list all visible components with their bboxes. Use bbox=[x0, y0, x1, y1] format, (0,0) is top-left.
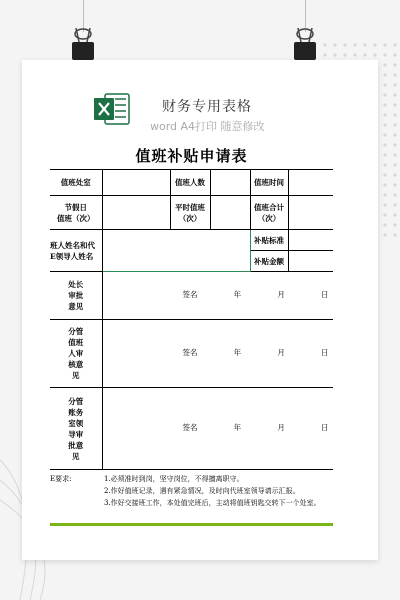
requirements-list bbox=[104, 473, 333, 509]
value-duty-count[interactable] bbox=[210, 170, 250, 196]
list-item: 2.作好值班记录，遇有紧急情况，及时向代班室领导请示汇报。 bbox=[104, 487, 300, 495]
value-duty-office[interactable] bbox=[102, 170, 170, 196]
value-duty-time[interactable] bbox=[288, 170, 333, 196]
binder-clip-icon bbox=[292, 28, 318, 62]
label-subsidy-standard: 补贴标准 bbox=[250, 230, 288, 251]
value-subsidy-standard[interactable] bbox=[288, 230, 333, 251]
label-regular-duty: 平时值班 （次） bbox=[170, 196, 210, 230]
excel-icon bbox=[93, 90, 131, 128]
label-duty-count: 值班人数 bbox=[170, 170, 210, 196]
label-subsidy-amount: 补贴金额 bbox=[250, 251, 288, 272]
list-item: 3.作好交接班工作，本处值完班后，主动将值班钥匙交转下一个处室。 bbox=[104, 499, 321, 507]
form-sheet bbox=[50, 144, 333, 529]
table-row bbox=[50, 320, 333, 388]
finance-approval-area[interactable] bbox=[102, 388, 333, 470]
table-row bbox=[50, 272, 333, 320]
label-duty-person-names: 班人姓名和代 E领导人姓名 bbox=[50, 230, 102, 272]
binder-clip-icon bbox=[70, 28, 96, 62]
director-approval-area[interactable] bbox=[102, 272, 333, 320]
form-title: 值班补贴申请表 bbox=[135, 147, 248, 165]
header bbox=[22, 60, 378, 140]
requirements-label: E要求: bbox=[50, 475, 72, 483]
signature-line: 签名 年 月 日 bbox=[182, 348, 329, 357]
requirements bbox=[50, 473, 333, 523]
label-duty-total: 值班合计 （次） bbox=[250, 196, 288, 230]
label-director-approval: 处长 审批 意见 bbox=[50, 272, 102, 320]
signature-line: 签名 年 月 日 bbox=[182, 423, 329, 432]
value-subsidy-amount[interactable] bbox=[288, 251, 333, 272]
table-row bbox=[50, 196, 333, 230]
value-regular-duty[interactable] bbox=[210, 196, 250, 230]
signature-line: 签名 年 月 日 bbox=[182, 290, 329, 299]
value-duty-total[interactable] bbox=[288, 196, 333, 230]
subsidy-form-table bbox=[50, 169, 333, 470]
value-holiday-duty[interactable] bbox=[102, 196, 170, 230]
list-item: 1.必须准时到岗，坚守岗位，不得擅离职守。 bbox=[104, 475, 244, 483]
label-holiday-duty: 节假日 值班（次） bbox=[50, 196, 102, 230]
table-row bbox=[50, 388, 333, 470]
label-duty-office: 值班处室 bbox=[50, 170, 102, 196]
table-row bbox=[50, 170, 333, 196]
header-subtitle: word A4打印 随意修改 bbox=[150, 120, 265, 133]
label-duty-time: 值班时间 bbox=[250, 170, 288, 196]
duty-names-input[interactable] bbox=[102, 230, 250, 272]
table-row bbox=[50, 230, 333, 251]
duty-supervisor-review-area[interactable] bbox=[102, 320, 333, 388]
label-finance-approval: 分管 账务 室领 导审 批意 见 bbox=[50, 388, 102, 470]
header-title: 财务专用表格 bbox=[162, 99, 252, 115]
label-duty-supervisor-review: 分管 值班 人审 核意 见 bbox=[50, 320, 102, 388]
accent-bar bbox=[50, 523, 333, 526]
